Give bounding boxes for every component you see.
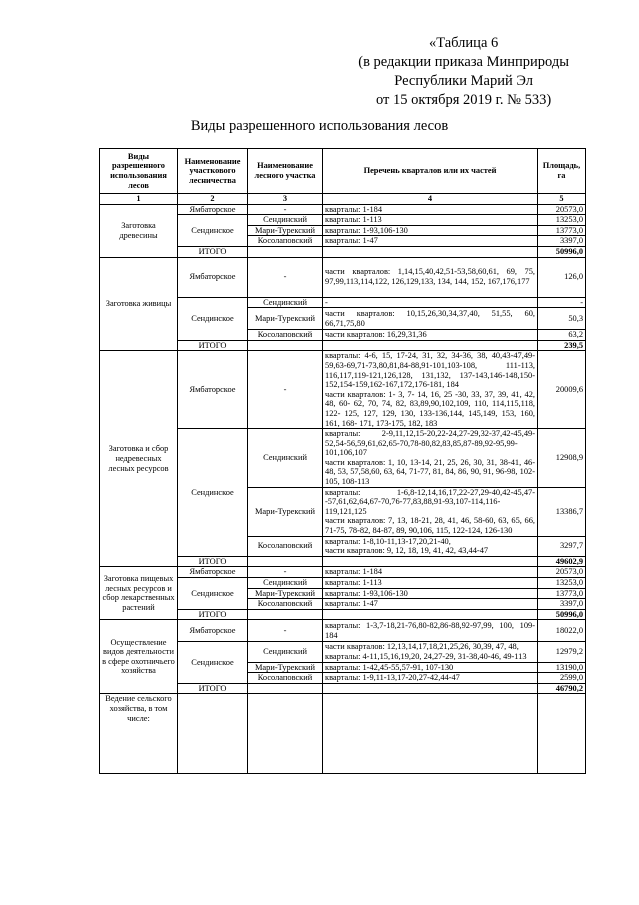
area-cell: 126,0 <box>538 257 586 297</box>
quarters-list: кварталы: 4-11,15,16,19,20, 24,27-29, 31-38,40-46, 49-113 <box>325 651 527 661</box>
area-cell: 3397,0 <box>538 236 586 247</box>
quarters-parts-list: части кварталов: 9, 12, 18, 19, 41, 42, 43,44-47 <box>325 546 489 556</box>
area-cell: 20573,0 <box>538 567 586 578</box>
quarters-cell: части кварталов: 1,14,15,40,42,51-53,58,60,61, 69, 75, 97,99,113,114,122, 126,129,133, 134, 144, 152, 167,176,177 <box>323 257 538 297</box>
quarters-list: кварталы: 2-9,11,12,15-20,22-24,27-29,32-37,42-45,49-52,54-56,59,61,62,65-70,78-80,82,83,85,87-89,92-95,99-101,106,107 <box>325 429 535 458</box>
plot-cell: Косолаповский <box>248 330 323 341</box>
table-row <box>100 204 586 215</box>
table-row <box>100 351 586 429</box>
plot-cell: Сендинский <box>248 297 323 308</box>
header-line-2: (в редакции приказа Минприроды <box>358 54 569 70</box>
plot-cell: Косолаповский <box>248 236 323 247</box>
forestry-cell: Ямбаторское <box>178 567 248 578</box>
quarters-cell: кварталы: 1-42,45-55,57-91, 107-130 <box>323 662 538 673</box>
col-number: 1 <box>100 194 178 205</box>
area-cell: 12908,9 <box>538 429 586 488</box>
plot-cell: - <box>248 257 323 297</box>
quarters-list: кварталы: 1-6,8-12,14,16,17,22-27,29-40,42-45,47--57,61,62,64,67-70,76-77,83,88,91-93,107-114,116-119,121,125 <box>325 487 535 516</box>
use-type-cell: Заготовка и сбор недревесных лесных ресурсов <box>100 351 178 567</box>
area-cell: 13253,0 <box>538 215 586 226</box>
quarters-cell <box>323 487 538 536</box>
area-cell: 63,2 <box>538 330 586 341</box>
quarters-cell <box>323 536 538 556</box>
total-area: 49602,9 <box>538 556 586 567</box>
area-cell: 13773,0 <box>538 588 586 599</box>
quarters-cell: кварталы: 1-113 <box>323 215 538 226</box>
plot-cell: - <box>248 204 323 215</box>
col-header-forestry: Наименование участкового лесничества <box>178 149 248 194</box>
quarters-cell: кварталы: 1-93,106-130 <box>323 588 538 599</box>
column-number-row <box>100 194 586 205</box>
plot-cell: - <box>248 620 323 642</box>
forestry-cell: Ямбаторское <box>178 204 248 215</box>
quarters-parts-list: части кварталов: 1, 10, 13-14, 21, 25, 26, 30, 31, 38-41, 46-48, 53, 57,58,60, 63, 64, 71-77, 81, 84, 86, 90, 91, 96-98, 102-105, 108-113 <box>325 457 535 487</box>
area-cell: 20573,0 <box>538 204 586 215</box>
forestry-cell: Сендинское <box>178 578 248 610</box>
quarters-cell <box>323 642 538 662</box>
table-header-row <box>100 149 586 194</box>
plot-cell: Сендинский <box>248 429 323 488</box>
plot-cell: Мари-Турекский <box>248 662 323 673</box>
plot-cell: Мари-Турекский <box>248 308 323 330</box>
col-header-use: Виды разрешенного использования лесов <box>100 149 178 194</box>
table-row <box>100 257 586 297</box>
area-cell: 3397,0 <box>538 599 586 610</box>
area-cell: 18022,0 <box>538 620 586 642</box>
area-cell: 20009,6 <box>538 351 586 429</box>
quarters-parts-list: части кварталов: 1- 3, 7- 14, 16, 25 -30, 33, 37, 39, 41, 42, 48, 60- 62, 70, 74, 82, 83,89,90,102,109, 110, 114,115,118, 122- 125, 127, 129, 130, 133-136,144, 145,149, 153, 160, 161, 168- 171, 173-175, 182, 183 <box>325 389 535 428</box>
table-title: Виды разрешенного использования лесов <box>190 118 449 134</box>
area-cell: - <box>538 297 586 308</box>
quarters-list: кварталы: 4-6, 15, 17-24, 31, 32, 34-36, 38, 40,43-47,49-59,63-69,71-73,80,81,84-88,91-101,103-108, 111-113, 116,117,119-121,126,128, 131,132, 137-143,146-148,150-152,154-159,162-167,172,176-181, 184 <box>325 351 535 390</box>
area-cell: 50,3 <box>538 308 586 330</box>
forestry-cell: Сендинское <box>178 429 248 557</box>
header-line-4: от 15 октября 2019 г. № 533) <box>376 92 552 108</box>
plot-cell: Косолаповский <box>248 599 323 610</box>
total-label: ИТОГО <box>178 340 248 351</box>
quarters-cell: кварталы: 1-93,106-130 <box>323 225 538 236</box>
total-label: ИТОГО <box>178 683 248 694</box>
table-row <box>100 620 586 642</box>
plot-cell: Мари-Турекский <box>248 225 323 236</box>
plot-cell: - <box>248 351 323 429</box>
forestry-cell: Ямбаторское <box>178 620 248 642</box>
total-label: ИТОГО <box>178 609 248 620</box>
total-label: ИТОГО <box>178 556 248 567</box>
col-number: 4 <box>323 194 538 205</box>
table-row <box>100 567 586 578</box>
quarters-cell: кварталы: 1-47 <box>323 599 538 610</box>
area-cell: 13773,0 <box>538 225 586 236</box>
forestry-cell: Сендинское <box>178 215 248 247</box>
document-header <box>358 34 569 110</box>
quarters-cell: части кварталов: 16,29,31,36 <box>323 330 538 341</box>
col-number: 3 <box>248 194 323 205</box>
quarters-cell: кварталы: 1-184 <box>323 567 538 578</box>
table-row <box>100 694 586 774</box>
quarters-parts-list: части кварталов: 7, 13, 18-21, 28, 41, 46, 58-60, 63, 65, 66, 71-75, 78-82, 84-87, 89, 90,106, 115, 122-124, 126-130 <box>325 516 535 536</box>
quarters-cell: кварталы: 1-113 <box>323 578 538 589</box>
quarters-cell: кварталы: 1-47 <box>323 236 538 247</box>
col-header-quarters: Перечень кварталов или их частей <box>323 149 538 194</box>
forest-use-table <box>99 148 586 774</box>
area-cell: 13253,0 <box>538 578 586 589</box>
col-header-plot: Наименование лесного участка <box>248 149 323 194</box>
header-line-3: Республики Марий Эл <box>394 73 533 89</box>
total-area: 46790,2 <box>538 683 586 694</box>
quarters-cell: кварталы: 1-184 <box>323 204 538 215</box>
plot-cell: Сендинский <box>248 642 323 662</box>
header-line-1: «Таблица 6 <box>428 35 499 51</box>
plot-cell: Мари-Турекский <box>248 487 323 536</box>
quarters-cell: кварталы: 1-3,7-18,21-76,80-82,86-88,92-97,99, 100, 109-184 <box>323 620 538 642</box>
forestry-cell: Сендинское <box>178 297 248 340</box>
area-cell: 2599,0 <box>538 673 586 684</box>
forestry-cell: Ямбаторское <box>178 351 248 429</box>
quarters-list: кварталы: 1-8,10-11,13-17,20,21-40, <box>325 536 451 546</box>
quarters-cell <box>323 429 538 488</box>
col-number: 5 <box>538 194 586 205</box>
use-type-cell: Ведение сельского хозяйства, в том числе: <box>100 694 178 774</box>
plot-cell: Косолаповский <box>248 536 323 556</box>
total-area: 50996,0 <box>538 609 586 620</box>
total-label: ИТОГО <box>178 246 248 257</box>
plot-cell: Сендинский <box>248 215 323 226</box>
area-cell: 12979,2 <box>538 642 586 662</box>
plot-cell: Сендинский <box>248 578 323 589</box>
total-area: 239,5 <box>538 340 586 351</box>
quarters-cell: части кварталов: 10,15,26,30,34,37,40, 51,55, 60, 66,71,75,80 <box>323 308 538 330</box>
forestry-cell: Сендинское <box>178 642 248 683</box>
area-cell: 13386,7 <box>538 487 586 536</box>
col-header-area: Площадь, га <box>538 149 586 194</box>
total-area: 50996,0 <box>538 246 586 257</box>
area-cell: 3297,7 <box>538 536 586 556</box>
plot-cell: Мари-Турекский <box>248 588 323 599</box>
use-type-cell: Заготовка пищевых лесных ресурсов и сбор лекарственных растений <box>100 567 178 620</box>
use-type-cell: Заготовка древесины <box>100 204 178 257</box>
use-type-cell: Осуществление видов деятельности в сфере охотничьего хозяйства <box>100 620 178 694</box>
quarters-cell: - <box>323 297 538 308</box>
quarters-parts-list: части кварталов: 12,13,14,17,18,21,25,26, 30,39, 47, 48, <box>325 642 519 652</box>
use-type-cell: Заготовка живицы <box>100 257 178 351</box>
area-cell: 13190,0 <box>538 662 586 673</box>
quarters-cell <box>323 351 538 429</box>
forestry-cell: Ямбаторское <box>178 257 248 297</box>
plot-cell: Косолаповский <box>248 673 323 684</box>
plot-cell: - <box>248 567 323 578</box>
quarters-cell: кварталы: 1-9,11-13,17-20,27-42,44-47 <box>323 673 538 684</box>
col-number: 2 <box>178 194 248 205</box>
